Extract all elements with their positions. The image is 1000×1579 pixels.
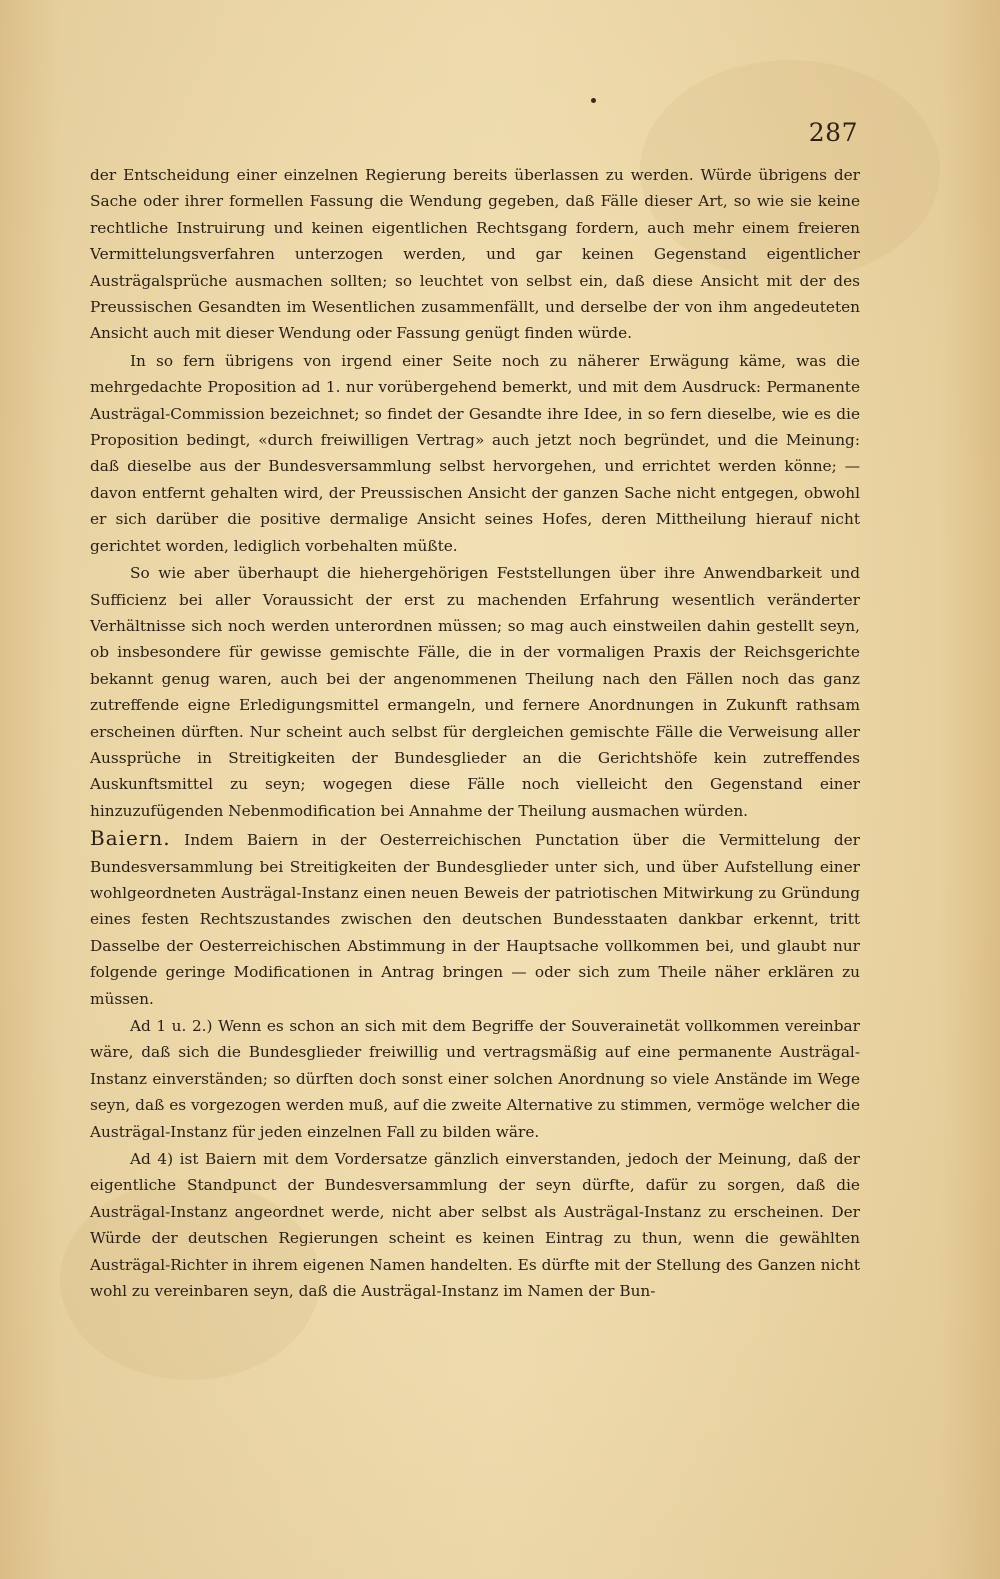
paragraph [90,1146,860,1304]
paragraph-text: Ad 4) ist Baiern mit dem Vordersatze gänzlich einverstanden, jedoch der Meinung, daß der eigentliche Standpunct der Bundesversammlung der seyn dürfte, dafür zu sorgen, daß die Austrägal-Instanz angeordnet werde, nicht aber selbst als Austrägal-Instanz zu erscheinen. Der Würde der deutschen Regierungen scheint es keinen Eintrag zu thun, wenn die gewählten Austrägal-Richter in ihrem eigenen Namen handelten. Es dürfte mit der Stellung des Ganzen nicht wohl zu vereinbaren seyn, daß die Austrägal-Instanz im Namen der Bun- [90,1150,860,1301]
paragraph [90,162,860,347]
paragraph [90,560,860,824]
paragraph-text: der Entscheidung einer einzelnen Regierung bereits überlassen zu werden. Würde übrigens der Sache oder ihrer formellen Fassung die Wendung gegeben, daß Fälle dieser Art, so wie sie keine rechtliche Instruirung und keinen eigentlichen Rechtsgang fordern, auch mehr einem freieren Vermittelungsverfahren unterzogen werden, und gar keinen Gegenstand eigentlicher Austrägalsprüche ausmachen sollten; so leuchtet von selbst ein, daß diese Ansicht mit der des Preussischen Gesandten im Wesentlichen zusammenfällt, und derselbe der von ihm angedeuteten Ansicht auch mit dieser Wendung oder Fassung genügt finden würde. [90,166,860,343]
ink-dot [591,98,596,103]
paragraph-text: So wie aber überhaupt die hiehergehörigen Feststellungen über ihre Anwendbarkeit und Sufficienz bei aller Voraussicht der erst zu machenden Erfahrung wesentlich veränderter Verhältnisse sich noch werden unterordnen müssen; so mag auch einstweilen dahin gestellt seyn, ob insbesondere für gewisse gemischte Fälle, die in der vormaligen Praxis der Reichsgerichte bekannt genug waren, auch bei der angenommenen Theilung nach den Fällen noch das ganz zutreffende eigne Erledigungsmittel ermangeln, und fernere Anordnungen in Zukunft rathsam erscheinen dürften. Nur scheint auch selbst für dergleichen gemischte Fälle die Verweisung aller Aussprüche in Streitigkeiten der Bundesglieder an die Gerichtshöfe kein zutreffendes Auskunftsmittel zu seyn; wogegen diese Fälle noch vielleicht den Gegenstand einer hinzuzufügenden Nebenmodification bei Annahme der Theilung ausmachen würden. [90,564,860,820]
page-number: 287 [808,118,858,147]
body-text [90,162,860,1304]
speaker-name: Baiern. [90,826,171,851]
paragraph-text: Indem Baiern in der Oesterreichischen Punctation über die Vermittelung der Bundesversammlung bei Streitigkeiten der Bundesglieder unter sich, und über Aufstellung einer wohlgeordneten Austrägal-Instanz einen neuen Beweis der patriotischen Mitwirkung zu Gründung eines festen Rechtszustandes zwischen den deutschen Bundesstaaten dankbar erkennt, tritt Dasselbe der Oesterreichischen Abstimmung in der Hauptsache vollkommen bei, und glaubt nur folgende geringe Modificationen in Antrag bringen — oder sich zum Theile näher erklären zu müssen. [90,831,860,1008]
paragraph [90,348,860,559]
paragraph-text: Ad 1 u. 2.) Wenn es schon an sich mit dem Begriffe der Souverainetät vollkommen vereinbar wäre, daß sich die Bundesglieder freiwillig und vertragsmäßig auf eine permanente Austrägal-Instanz einverständen; so dürften doch sonst einer solchen Anordnung so viele Anstände im Wege seyn, daß es vorgezogen werden muß, auf die zweite Alternative zu stimmen, vermöge welcher die Austrägal-Instanz für jeden einzelnen Fall zu bilden wäre. [90,1017,860,1141]
paragraph [90,825,860,1012]
paragraph [90,1013,860,1145]
paragraph-text: In so fern übrigens von irgend einer Seite noch zu näherer Erwägung käme, was die mehrgedachte Proposition ad 1. nur vorübergehend bemerkt, und mit dem Ausdruck: Permanente Austrägal-Commission bezeichnet; so findet der Gesandte ihre Idee, in so fern dieselbe, wie es die Proposition bedingt, «durch freiwilligen Vertrag» auch jetzt noch begründet, und die Meinung: daß dieselbe aus der Bundesversammlung selbst hervorgehen, und errichtet werden könne; — davon entfernt gehalten wird, der Preussischen Ansicht der ganzen Sache nicht entgegen, obwohl er sich darüber die positive dermalige Ansicht seines Hofes, deren Mittheilung hierauf nicht gerichtet worden, lediglich vorbehalten müßte. [90,351,860,555]
